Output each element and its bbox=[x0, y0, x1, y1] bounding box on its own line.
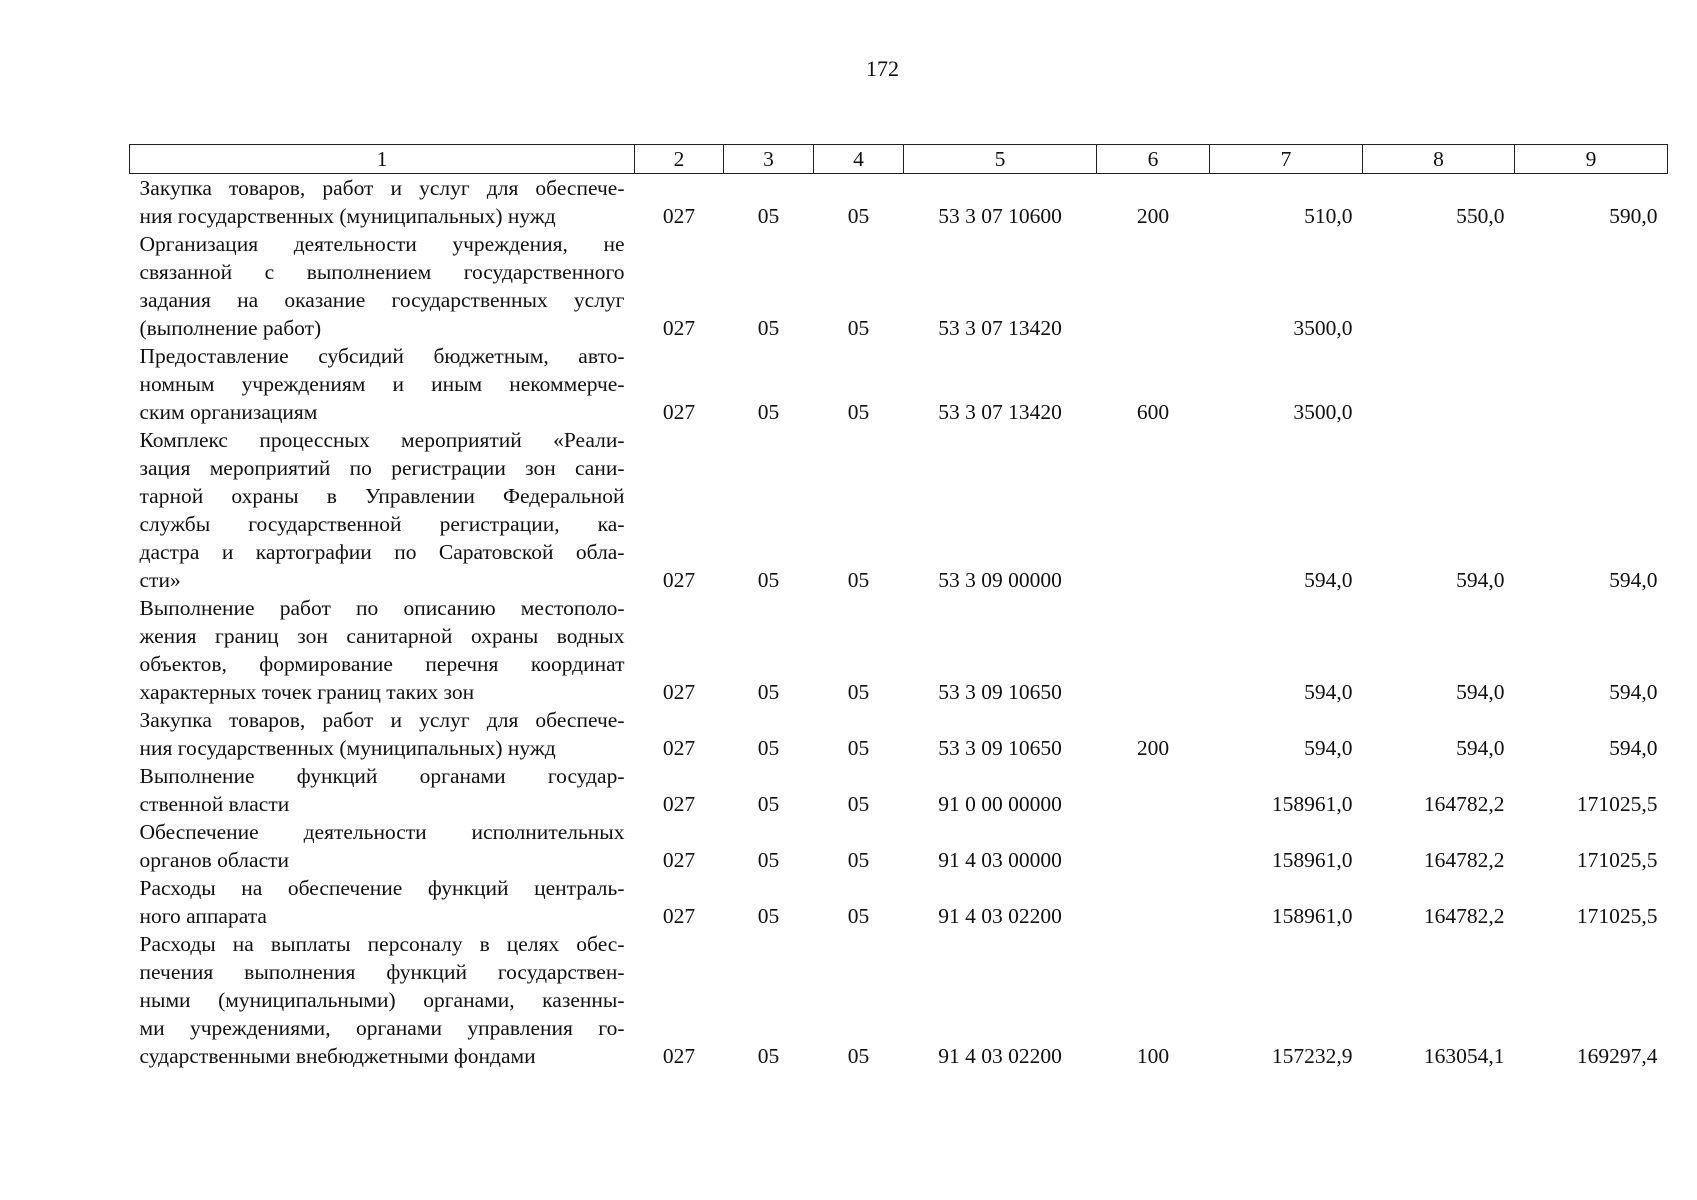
cell-subsection: 05 bbox=[847, 204, 870, 228]
cell-expense-type bbox=[1097, 426, 1210, 594]
expense-name-line: Выполнение работ по описанию местополо- bbox=[139, 596, 625, 620]
cell-expense-type: 200 bbox=[1136, 736, 1170, 760]
expense-name-line: объектов, формирование перечня координат bbox=[139, 652, 625, 676]
expense-name-line: жения границ зон санитарной охраны водных bbox=[139, 624, 625, 648]
cell-expense-name bbox=[130, 426, 635, 594]
cell-section: 05 bbox=[757, 316, 780, 340]
expense-name-line: Выполнение функций органами государ- bbox=[139, 764, 625, 788]
column-header-6: 6 bbox=[1097, 145, 1210, 174]
table-body bbox=[130, 174, 1668, 1071]
expense-name-line: ными (муниципальными) органами, казенны- bbox=[139, 988, 625, 1012]
cell-expense-name bbox=[130, 342, 635, 426]
cell-expense-type: 200 bbox=[1136, 204, 1170, 228]
cell-target-article: 91 4 03 02200 bbox=[938, 904, 1062, 928]
cell-subsection: 05 bbox=[847, 848, 870, 872]
cell-amount-year-1: 594,0 bbox=[1304, 736, 1353, 760]
cell-section: 05 bbox=[757, 736, 780, 760]
cell-ministry-code: 027 bbox=[662, 204, 696, 228]
cell-amount-year-2 bbox=[1363, 342, 1515, 426]
table-row bbox=[130, 818, 1668, 874]
table-row bbox=[130, 706, 1668, 762]
cell-target-article: 53 3 09 10650 bbox=[938, 736, 1062, 760]
cell-expense-type bbox=[1097, 594, 1210, 706]
cell-amount-year-1: 157232,9 bbox=[1271, 1044, 1353, 1068]
cell-section: 05 bbox=[757, 792, 780, 816]
cell-expense-type bbox=[1097, 762, 1210, 818]
expense-name-line: сти» bbox=[139, 568, 181, 592]
table-row bbox=[130, 930, 1668, 1070]
expense-name-line: Закупка товаров, работ и услуг для обеспече- bbox=[139, 708, 625, 732]
cell-amount-year-2: 594,0 bbox=[1456, 680, 1505, 704]
expense-name-line: задания на оказание государственных услуг bbox=[139, 288, 625, 312]
cell-section: 05 bbox=[757, 848, 780, 872]
table-row bbox=[130, 342, 1668, 426]
cell-amount-year-3 bbox=[1515, 230, 1668, 342]
cell-subsection: 05 bbox=[847, 400, 870, 424]
table-row bbox=[130, 230, 1668, 342]
expense-name-line: ния государственных (муниципальных) нужд bbox=[139, 736, 556, 760]
cell-subsection: 05 bbox=[847, 568, 870, 592]
cell-target-article: 91 4 03 02200 bbox=[938, 1044, 1062, 1068]
cell-amount-year-2: 164782,2 bbox=[1423, 848, 1505, 872]
cell-ministry-code: 027 bbox=[662, 792, 696, 816]
cell-expense-name bbox=[130, 174, 635, 231]
expense-name-line: Предоставление субсидий бюджетным, авто- bbox=[139, 344, 625, 368]
expense-name-line: дастра и картографии по Саратовской обла- bbox=[139, 540, 625, 564]
expense-name-line: Закупка товаров, работ и услуг для обеспече- bbox=[139, 176, 625, 200]
cell-amount-year-1: 3500,0 bbox=[1293, 316, 1353, 340]
expense-name-line: зация мероприятий по регистрации зон сани- bbox=[139, 456, 625, 480]
expense-name-line: ственной власти bbox=[139, 792, 290, 816]
cell-ministry-code: 027 bbox=[662, 848, 696, 872]
cell-target-article: 53 3 07 10600 bbox=[938, 204, 1062, 228]
cell-expense-name bbox=[130, 706, 635, 762]
column-header-2: 2 bbox=[635, 145, 724, 174]
cell-amount-year-1: 3500,0 bbox=[1293, 400, 1353, 424]
cell-amount-year-1: 594,0 bbox=[1304, 680, 1353, 704]
cell-subsection: 05 bbox=[847, 680, 870, 704]
cell-amount-year-2: 164782,2 bbox=[1423, 904, 1505, 928]
cell-ministry-code: 027 bbox=[662, 904, 696, 928]
table-row bbox=[130, 174, 1668, 231]
cell-section: 05 bbox=[757, 400, 780, 424]
expense-name-line: Расходы на выплаты персоналу в целях обес- bbox=[139, 932, 625, 956]
column-header-8: 8 bbox=[1363, 145, 1515, 174]
expense-name-line: Организация деятельности учреждения, не bbox=[139, 232, 625, 256]
cell-ministry-code: 027 bbox=[662, 316, 696, 340]
expense-name-line: ния государственных (муниципальных) нужд bbox=[139, 204, 556, 228]
cell-amount-year-3: 171025,5 bbox=[1576, 792, 1658, 816]
cell-amount-year-3: 594,0 bbox=[1609, 736, 1658, 760]
cell-amount-year-2: 594,0 bbox=[1456, 568, 1505, 592]
expense-name-line: (выполнение работ) bbox=[139, 316, 322, 340]
cell-expense-name bbox=[130, 874, 635, 930]
cell-ministry-code: 027 bbox=[662, 400, 696, 424]
cell-subsection: 05 bbox=[847, 1044, 870, 1068]
cell-target-article: 91 4 03 00000 bbox=[938, 848, 1062, 872]
expense-name-line: службы государственной регистрации, ка- bbox=[139, 512, 625, 536]
cell-amount-year-3: 590,0 bbox=[1609, 204, 1658, 228]
cell-amount-year-1: 594,0 bbox=[1304, 568, 1353, 592]
expense-name-line: ми учреждениями, органами управления го- bbox=[139, 1016, 625, 1040]
table-row bbox=[130, 426, 1668, 594]
cell-amount-year-3: 594,0 bbox=[1609, 680, 1658, 704]
cell-expense-name bbox=[130, 762, 635, 818]
cell-amount-year-3: 169297,4 bbox=[1576, 1044, 1658, 1068]
cell-amount-year-2: 594,0 bbox=[1456, 736, 1505, 760]
cell-amount-year-3 bbox=[1515, 342, 1668, 426]
cell-amount-year-1: 158961,0 bbox=[1271, 792, 1353, 816]
cell-amount-year-1: 158961,0 bbox=[1271, 904, 1353, 928]
column-header-5: 5 bbox=[904, 145, 1097, 174]
cell-subsection: 05 bbox=[847, 316, 870, 340]
expense-name-line: Обеспечение деятельности исполнительных bbox=[139, 820, 625, 844]
cell-expense-name bbox=[130, 230, 635, 342]
budget-table bbox=[129, 144, 1668, 1070]
cell-amount-year-1: 158961,0 bbox=[1271, 848, 1353, 872]
cell-section: 05 bbox=[757, 1044, 780, 1068]
table-row bbox=[130, 594, 1668, 706]
cell-target-article: 53 3 09 00000 bbox=[938, 568, 1062, 592]
cell-expense-name bbox=[130, 594, 635, 706]
cell-amount-year-3: 171025,5 bbox=[1576, 848, 1658, 872]
expense-name-line: тарной охраны в Управлении Федеральной bbox=[139, 484, 625, 508]
cell-amount-year-3: 171025,5 bbox=[1576, 904, 1658, 928]
cell-amount-year-3: 594,0 bbox=[1609, 568, 1658, 592]
column-header-9: 9 bbox=[1515, 145, 1668, 174]
table-row bbox=[130, 762, 1668, 818]
cell-ministry-code: 027 bbox=[662, 736, 696, 760]
cell-expense-type bbox=[1097, 818, 1210, 874]
cell-target-article: 91 0 00 00000 bbox=[938, 792, 1062, 816]
expense-name-line: Расходы на обеспечение функций централь- bbox=[139, 876, 625, 900]
expense-name-line: ским организациям bbox=[139, 400, 318, 424]
cell-expense-type: 100 bbox=[1136, 1044, 1170, 1068]
cell-amount-year-2: 163054,1 bbox=[1423, 1044, 1505, 1068]
expense-name-line: сударственными внебюджетными фондами bbox=[139, 1044, 536, 1068]
cell-amount-year-2 bbox=[1363, 230, 1515, 342]
cell-target-article: 53 3 09 10650 bbox=[938, 680, 1062, 704]
cell-section: 05 bbox=[757, 680, 780, 704]
expense-name-line: печения выполнения функций государствен- bbox=[139, 960, 625, 984]
expense-name-line: ного аппарата bbox=[139, 904, 267, 928]
cell-ministry-code: 027 bbox=[662, 1044, 696, 1068]
cell-ministry-code: 027 bbox=[662, 680, 696, 704]
cell-subsection: 05 bbox=[847, 792, 870, 816]
cell-subsection: 05 bbox=[847, 736, 870, 760]
cell-amount-year-2: 164782,2 bbox=[1423, 792, 1505, 816]
cell-expense-name bbox=[130, 818, 635, 874]
cell-section: 05 bbox=[757, 904, 780, 928]
header-row bbox=[130, 145, 1668, 174]
cell-section: 05 bbox=[757, 204, 780, 228]
column-header-7: 7 bbox=[1210, 145, 1363, 174]
expense-name-line: характерных точек границ таких зон bbox=[139, 680, 475, 704]
page-number: 172 bbox=[866, 56, 899, 81]
cell-amount-year-1: 510,0 bbox=[1304, 204, 1353, 228]
cell-expense-type bbox=[1097, 230, 1210, 342]
cell-subsection: 05 bbox=[847, 904, 870, 928]
cell-ministry-code: 027 bbox=[662, 568, 696, 592]
cell-section: 05 bbox=[757, 568, 780, 592]
expense-name-line: связанной с выполнением государственного bbox=[139, 260, 625, 284]
table-row bbox=[130, 874, 1668, 930]
column-header-1: 1 bbox=[130, 145, 635, 174]
expense-name-line: номным учреждениям и иным некоммерче- bbox=[139, 372, 625, 396]
cell-target-article: 53 3 07 13420 bbox=[938, 400, 1062, 424]
expense-name-line: Комплекс процессных мероприятий «Реали- bbox=[139, 428, 625, 452]
column-header-3: 3 bbox=[724, 145, 814, 174]
column-header-4: 4 bbox=[814, 145, 904, 174]
cell-amount-year-2: 550,0 bbox=[1456, 204, 1505, 228]
cell-expense-type bbox=[1097, 874, 1210, 930]
cell-expense-type: 600 bbox=[1136, 400, 1170, 424]
cell-expense-name bbox=[130, 930, 635, 1070]
expense-name-line: органов области bbox=[139, 848, 290, 872]
cell-target-article: 53 3 07 13420 bbox=[938, 316, 1062, 340]
